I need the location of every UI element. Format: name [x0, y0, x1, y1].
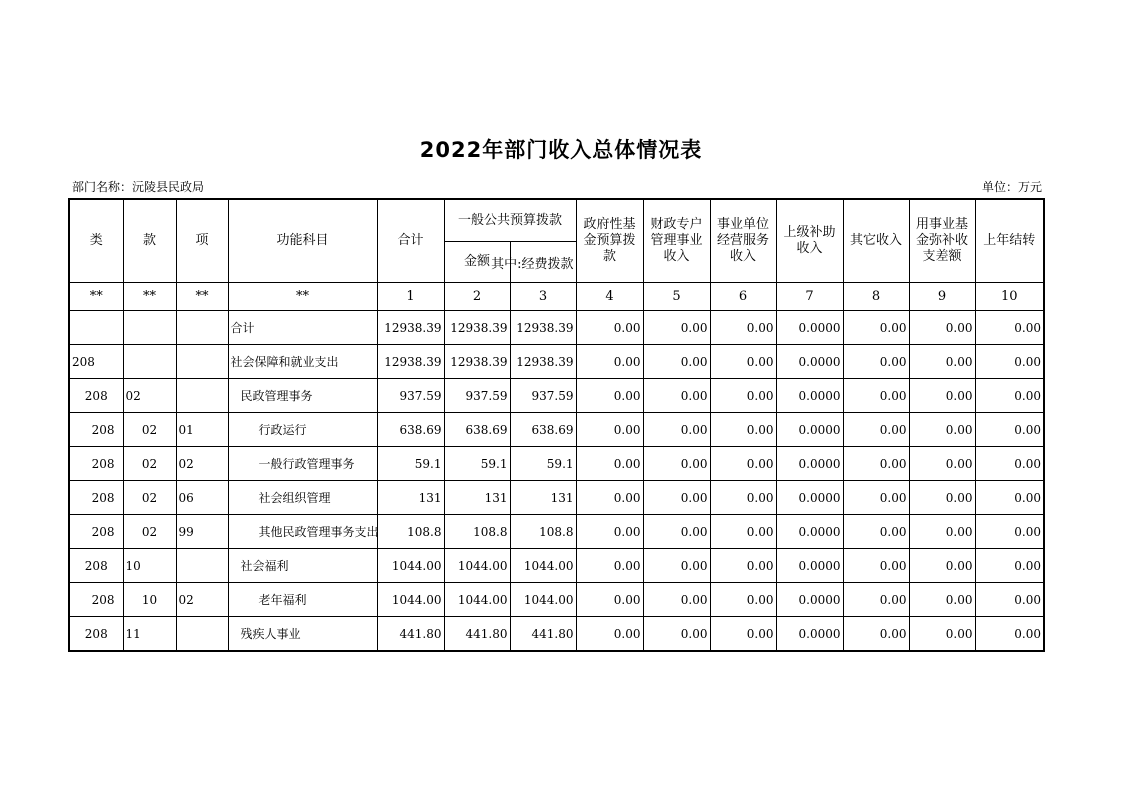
value-c6-cell: 0.00 — [710, 481, 776, 515]
value-c4-cell: 0.00 — [576, 549, 643, 583]
value-c9-cell: 0.00 — [909, 481, 975, 515]
value-of_which-cell: 638.69 — [510, 413, 576, 447]
column-index-cell: 8 — [843, 283, 909, 311]
table-row — [69, 345, 1044, 379]
function-name-cell: 社会福利 — [228, 549, 377, 583]
code-lei-cell: 208 — [69, 447, 123, 481]
header-total: 合计 — [377, 199, 444, 283]
value-c8-cell: 0.00 — [843, 379, 909, 413]
value-total-cell: 12938.39 — [377, 345, 444, 379]
function-name-cell: 民政管理事务 — [228, 379, 377, 413]
header-carryover: 上年结转 — [975, 199, 1044, 283]
column-index-cell: 2 — [444, 283, 510, 311]
column-index-cell: 6 — [710, 283, 776, 311]
value-c6-cell: 0.00 — [710, 617, 776, 652]
header-function: 功能科目 — [228, 199, 377, 283]
header-other-income: 其它收入 — [843, 199, 909, 283]
code-xiang-cell — [176, 549, 228, 583]
column-index-cell: 9 — [909, 283, 975, 311]
table-row — [69, 481, 1044, 515]
value-c8-cell: 0.00 — [843, 515, 909, 549]
value-of_which-cell: 441.80 — [510, 617, 576, 652]
column-index-cell: 5 — [643, 283, 710, 311]
value-c5-cell: 0.00 — [643, 515, 710, 549]
value-c7-cell: 0.0000 — [776, 481, 843, 515]
value-amount-cell: 12938.39 — [444, 345, 510, 379]
header-kuan: 款 — [123, 199, 176, 283]
header-general-budget: 一般公共预算拨款 — [444, 199, 576, 242]
table-row — [69, 379, 1044, 413]
code-kuan-cell: 11 — [123, 617, 176, 652]
header-lei: 类 — [69, 199, 123, 283]
value-c6-cell: 0.00 — [710, 379, 776, 413]
header-gov-fund: 政府性基金预算拨款 — [576, 199, 643, 283]
value-of_which-cell: 12938.39 — [510, 345, 576, 379]
table-row — [69, 413, 1044, 447]
value-amount-cell: 441.80 — [444, 617, 510, 652]
function-name-cell: 合计 — [228, 311, 377, 345]
header-amount: 金额 — [444, 242, 510, 283]
code-kuan-cell: 02 — [123, 447, 176, 481]
value-c4-cell: 0.00 — [576, 515, 643, 549]
value-c4-cell: 0.00 — [576, 413, 643, 447]
value-c8-cell: 0.00 — [843, 549, 909, 583]
value-c5-cell: 0.00 — [643, 617, 710, 652]
value-amount-cell: 12938.39 — [444, 311, 510, 345]
code-lei-cell: 208 — [69, 481, 123, 515]
value-total-cell: 131 — [377, 481, 444, 515]
column-index-cell: ** — [123, 283, 176, 311]
function-name-cell: 一般行政管理事务 — [228, 447, 377, 481]
value-c5-cell: 0.00 — [643, 413, 710, 447]
value-of_which-cell: 108.8 — [510, 515, 576, 549]
column-index-cell: ** — [176, 283, 228, 311]
value-amount-cell: 1044.00 — [444, 583, 510, 617]
code-xiang-cell: 02 — [176, 583, 228, 617]
function-name-cell: 社会组织管理 — [228, 481, 377, 515]
value-c4-cell: 0.00 — [576, 311, 643, 345]
value-c10-cell: 0.00 — [975, 447, 1044, 481]
function-name-cell: 老年福利 — [228, 583, 377, 617]
value-c6-cell: 0.00 — [710, 515, 776, 549]
value-c4-cell: 0.00 — [576, 345, 643, 379]
function-name-cell: 行政运行 — [228, 413, 377, 447]
value-amount-cell: 131 — [444, 481, 510, 515]
code-xiang-cell: 99 — [176, 515, 228, 549]
value-of_which-cell: 1044.00 — [510, 549, 576, 583]
value-c10-cell: 0.00 — [975, 345, 1044, 379]
table-row — [69, 447, 1044, 481]
value-c7-cell: 0.0000 — [776, 413, 843, 447]
value-c5-cell: 0.00 — [643, 549, 710, 583]
code-kuan-cell: 10 — [123, 583, 176, 617]
value-amount-cell: 1044.00 — [444, 549, 510, 583]
header-fiscal-special: 财政专户管理事业收入 — [643, 199, 710, 283]
value-c8-cell: 0.00 — [843, 311, 909, 345]
code-xiang-cell — [176, 345, 228, 379]
value-c7-cell: 0.0000 — [776, 549, 843, 583]
value-c9-cell: 0.00 — [909, 413, 975, 447]
value-c4-cell: 0.00 — [576, 379, 643, 413]
value-of_which-cell: 131 — [510, 481, 576, 515]
code-xiang-cell — [176, 311, 228, 345]
header-business-income: 事业单位经营服务收入 — [710, 199, 776, 283]
column-index-cell: ** — [228, 283, 377, 311]
value-c9-cell: 0.00 — [909, 345, 975, 379]
code-kuan-cell — [123, 345, 176, 379]
value-c10-cell: 0.00 — [975, 413, 1044, 447]
table-row — [69, 617, 1044, 652]
value-c4-cell: 0.00 — [576, 447, 643, 481]
value-c5-cell: 0.00 — [643, 311, 710, 345]
value-of_which-cell: 59.1 — [510, 447, 576, 481]
value-c7-cell: 0.0000 — [776, 311, 843, 345]
value-c9-cell: 0.00 — [909, 583, 975, 617]
function-name-cell: 其他民政管理事务支出 — [228, 515, 377, 549]
column-index-cell: ** — [69, 283, 123, 311]
code-xiang-cell: 01 — [176, 413, 228, 447]
value-c8-cell: 0.00 — [843, 583, 909, 617]
column-index-cell: 4 — [576, 283, 643, 311]
header-row-1 — [69, 199, 1044, 242]
code-lei-cell: 208 — [69, 515, 123, 549]
table-row — [69, 311, 1044, 345]
value-c10-cell: 0.00 — [975, 549, 1044, 583]
value-c6-cell: 0.00 — [710, 413, 776, 447]
department-name: 部门名称：沅陵县民政局 — [72, 180, 205, 194]
value-c7-cell: 0.0000 — [776, 345, 843, 379]
value-amount-cell: 638.69 — [444, 413, 510, 447]
value-total-cell: 638.69 — [377, 413, 444, 447]
code-xiang-cell: 02 — [176, 447, 228, 481]
code-kuan-cell: 02 — [123, 379, 176, 413]
value-amount-cell: 937.59 — [444, 379, 510, 413]
code-kuan-cell: 02 — [123, 515, 176, 549]
value-c4-cell: 0.00 — [576, 617, 643, 652]
code-kuan-cell: 02 — [123, 481, 176, 515]
value-total-cell: 1044.00 — [377, 583, 444, 617]
column-index-cell: 1 — [377, 283, 444, 311]
value-c10-cell: 0.00 — [975, 515, 1044, 549]
value-total-cell: 441.80 — [377, 617, 444, 652]
header-of-which — [491, 242, 576, 283]
value-c9-cell: 0.00 — [909, 379, 975, 413]
value-c9-cell: 0.00 — [909, 515, 975, 549]
value-c8-cell: 0.00 — [843, 447, 909, 481]
value-c6-cell: 0.00 — [710, 447, 776, 481]
value-amount-cell: 108.8 — [444, 515, 510, 549]
code-kuan-cell: 10 — [123, 549, 176, 583]
code-lei-cell: 208 — [69, 345, 123, 379]
value-c5-cell: 0.00 — [643, 447, 710, 481]
value-c9-cell: 0.00 — [909, 549, 975, 583]
value-c4-cell: 0.00 — [576, 583, 643, 617]
income-table — [68, 198, 1045, 652]
value-c10-cell: 0.00 — [975, 583, 1044, 617]
value-c7-cell: 0.0000 — [776, 515, 843, 549]
value-total-cell: 937.59 — [377, 379, 444, 413]
value-c9-cell: 0.00 — [909, 447, 975, 481]
table-row — [69, 583, 1044, 617]
report-title: 2022年部门收入总体情况表 — [419, 138, 703, 162]
table-row — [69, 515, 1044, 549]
value-c8-cell: 0.00 — [843, 481, 909, 515]
value-c8-cell: 0.00 — [843, 345, 909, 379]
column-index-cell: 3 — [510, 283, 576, 311]
header-fund-offset: 用事业基金弥补收支差额 — [909, 199, 975, 283]
value-c4-cell: 0.00 — [576, 481, 643, 515]
value-c10-cell: 0.00 — [975, 617, 1044, 652]
code-lei-cell: 208 — [69, 413, 123, 447]
value-c6-cell: 0.00 — [710, 549, 776, 583]
value-c7-cell: 0.0000 — [776, 379, 843, 413]
value-c6-cell: 0.00 — [710, 345, 776, 379]
function-name-cell: 残疾人事业 — [228, 617, 377, 652]
value-c7-cell: 0.0000 — [776, 447, 843, 481]
value-total-cell: 12938.39 — [377, 311, 444, 345]
unit-label: 单位：万元 — [981, 180, 1042, 194]
value-c5-cell: 0.00 — [643, 481, 710, 515]
value-c7-cell: 0.0000 — [776, 583, 843, 617]
value-c9-cell: 0.00 — [909, 311, 975, 345]
value-of_which-cell: 1044.00 — [510, 583, 576, 617]
value-c7-cell: 0.0000 — [776, 617, 843, 652]
code-lei-cell: 208 — [69, 549, 123, 583]
value-c9-cell: 0.00 — [909, 617, 975, 652]
value-total-cell: 59.1 — [377, 447, 444, 481]
table-row — [69, 549, 1044, 583]
value-c6-cell: 0.00 — [710, 583, 776, 617]
code-lei-cell: 208 — [69, 583, 123, 617]
code-xiang-cell — [176, 617, 228, 652]
value-amount-cell: 59.1 — [444, 447, 510, 481]
code-kuan-cell: 02 — [123, 413, 176, 447]
header-of-which-label: 其中:经费拨款 — [491, 256, 574, 272]
header-superior-subsidy: 上级补助收入 — [776, 199, 843, 283]
value-of_which-cell: 937.59 — [510, 379, 576, 413]
code-xiang-cell — [176, 379, 228, 413]
value-c5-cell: 0.00 — [643, 379, 710, 413]
code-lei-cell: 208 — [69, 379, 123, 413]
value-of_which-cell: 12938.39 — [510, 311, 576, 345]
function-name-cell: 社会保障和就业支出 — [228, 345, 377, 379]
code-lei-cell — [69, 311, 123, 345]
value-c5-cell: 0.00 — [643, 345, 710, 379]
value-c10-cell: 0.00 — [975, 481, 1044, 515]
column-index-cell: 10 — [975, 283, 1044, 311]
header-xiang: 项 — [176, 199, 228, 283]
value-c5-cell: 0.00 — [643, 583, 710, 617]
value-total-cell: 108.8 — [377, 515, 444, 549]
value-total-cell: 1044.00 — [377, 549, 444, 583]
value-c6-cell: 0.00 — [710, 311, 776, 345]
code-lei-cell: 208 — [69, 617, 123, 652]
column-index-row — [69, 283, 1044, 311]
value-c10-cell: 0.00 — [975, 379, 1044, 413]
value-c8-cell: 0.00 — [843, 617, 909, 652]
value-c8-cell: 0.00 — [843, 413, 909, 447]
code-xiang-cell: 06 — [176, 481, 228, 515]
code-kuan-cell — [123, 311, 176, 345]
column-index-cell: 7 — [776, 283, 843, 311]
value-c10-cell: 0.00 — [975, 311, 1044, 345]
